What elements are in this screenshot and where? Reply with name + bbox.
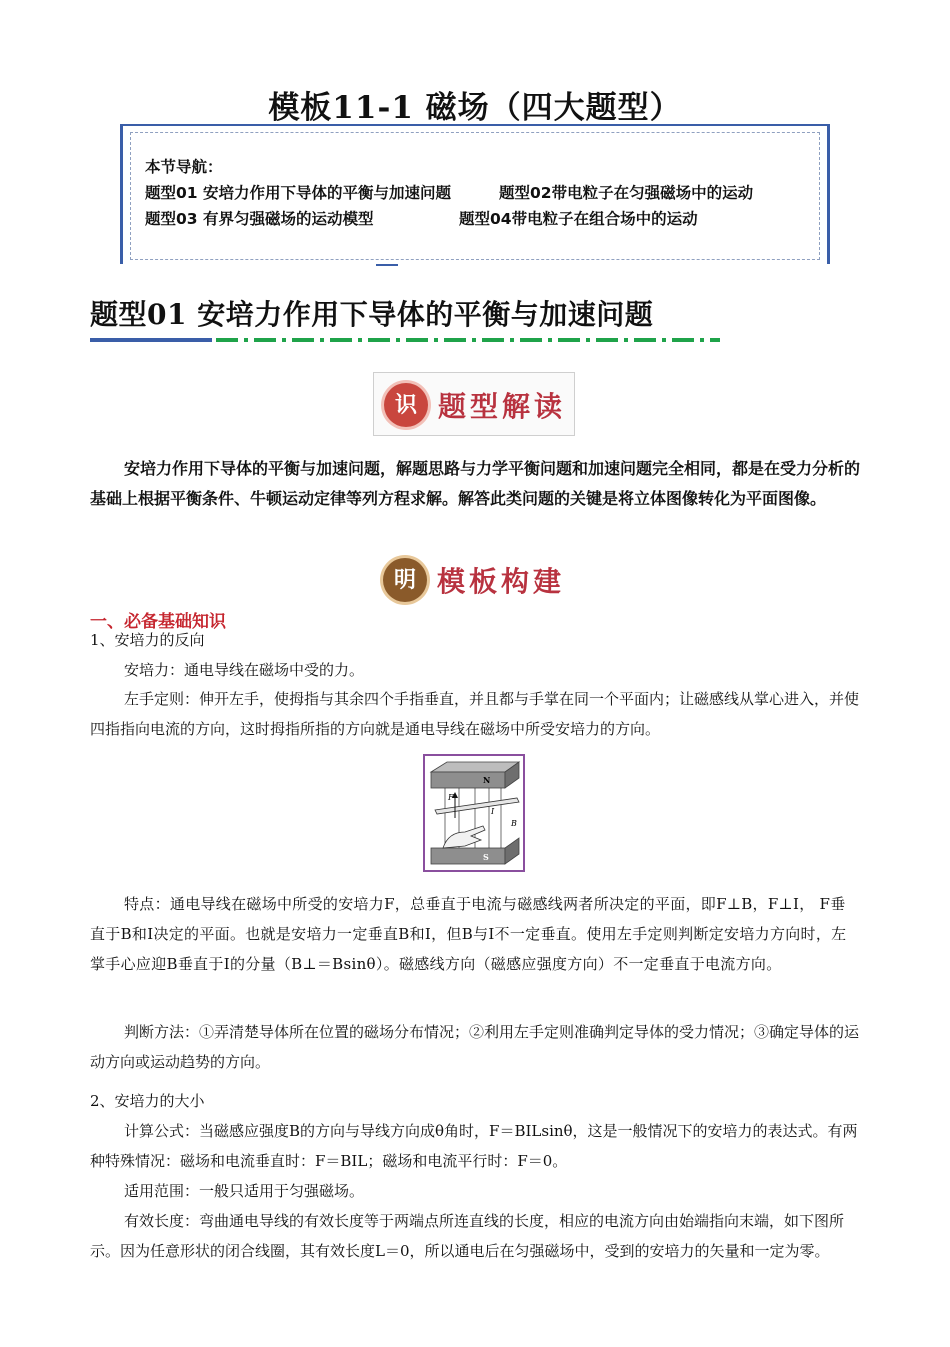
subsection-ampere-direction: 1、安培力的反向 <box>90 631 205 649</box>
applicable-scope-paragraph: 适用范围：一般只适用于匀强磁场。 <box>124 1182 365 1200</box>
badge-seal-icon: 识 <box>384 383 428 427</box>
document-title: 模板11-1 磁场（四大题型） <box>268 90 682 126</box>
section-title: 题型01 安培力作用下导体的平衡与加速问题 <box>90 298 654 331</box>
formula-paragraph: 计算公式：当磁感应强度B的方向与导线方向成θ角时，F＝BILsinθ，这是一般情况下的安培力的表达式。有两种特殊情况：磁场和电流垂直时：F＝BIL；磁场和电流平行时：F＝0。 <box>90 1122 858 1170</box>
badge-seal-icon: 明 <box>383 558 427 602</box>
badge-type-interpretation <box>373 372 575 436</box>
current-label: I <box>491 807 495 816</box>
basics-heading: 一、必备基础知识 <box>90 612 226 632</box>
section-navigation-box <box>120 124 830 264</box>
left-hand-rule-figure <box>423 754 525 872</box>
badge-label: 题型解读 <box>438 390 567 423</box>
section-title-underline <box>90 337 722 343</box>
north-pole-label: N <box>483 775 491 785</box>
judgement-method-paragraph: 判断方法：①弄清楚导体所在位置的磁场分布情况；②利用左手定则准确判定导体的受力情况；③确定导体的运动方向或运动趋势的方向。 <box>90 1023 860 1071</box>
navigation-dashed-frame <box>130 132 820 260</box>
badge-template-building <box>373 548 575 612</box>
ampere-force-characteristics: 特点：通电导线在磁场中所受的安培力F，总垂直于电流与磁感线两者所决定的平面，即F⊥B，F⊥I， F垂直于B和I决定的平面。也就是安培力一定垂直B和I，但B与I不一定垂直。使用左手定则判断定安培力方向时，左掌手心应迎B垂直于I的分量（B⊥＝Bsinθ）。磁感线方向（磁感应强度方向）不一定垂直于电流方向。 <box>90 895 847 973</box>
nav-item-type02[interactable]: 题型02带电粒子在匀强磁场中的运动 <box>499 184 754 202</box>
nav-item-type01[interactable]: 题型01 安培力作用下导体的平衡与加速问题 <box>145 184 451 202</box>
effective-length-paragraph: 有效长度：弯曲通电导线的有效长度等于两端点所连直线的长度，相应的电流方向由始端指向末端，如下图所示。因为任意形状的闭合线圈，其有效长度L＝0，所以通电后在匀强磁场中，受到的安培力的矢量和一定为零。 <box>90 1212 845 1260</box>
south-pole-label: S <box>483 852 489 862</box>
navigation-heading: 本节导航： <box>145 158 223 176</box>
force-label: F <box>448 793 454 802</box>
subsection-ampere-magnitude: 2、安培力的大小 <box>90 1092 205 1110</box>
nav-item-type04[interactable]: 题型04带电粒子在组合场中的运动 <box>459 210 698 228</box>
ampere-force-definition: 安培力：通电导线在磁场中受的力。 <box>124 661 365 679</box>
magnet-hand-diagram <box>425 756 523 870</box>
badge-label: 模板构建 <box>437 565 566 598</box>
nav-item-type03[interactable]: 题型03 有界匀强磁场的运动模型 <box>145 210 374 228</box>
left-hand-rule-paragraph: 左手定则：伸开左手，使拇指与其余四个手指垂直，并且都与手掌在同一个平面内；让磁感线从掌心进入，并使四指指向电流的方向，这时拇指所指的方向就是通电导线在磁场中所受安培力的方向。 <box>90 690 860 738</box>
navigation-bottom-mark <box>376 264 398 266</box>
intro-paragraph: 安培力作用下导体的平衡与加速问题，解题思路与力学平衡问题和加速问题完全相同，都是在受力分析的基础上根据平衡条件、牛顿运动定律等列方程求解。解答此类问题的关键是将立体图像转化为平面图像。 <box>90 459 861 508</box>
field-label: B <box>511 819 517 828</box>
